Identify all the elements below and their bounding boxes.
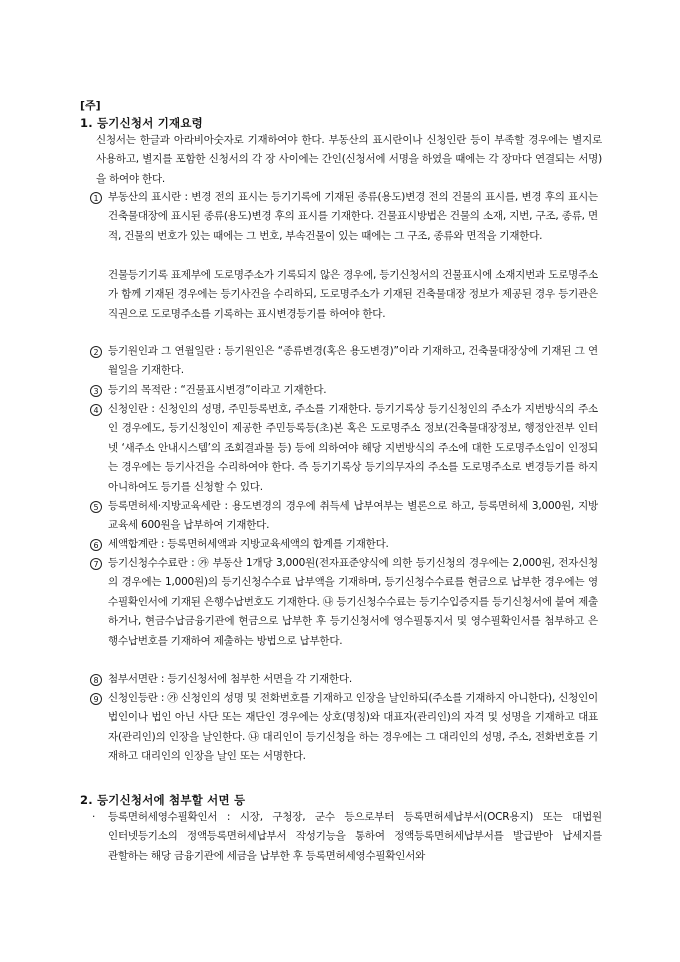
item-text: 신청인등란 : ㉮ 신청인의 성명 및 전화번호를 기재하고 인장을 날인하되(주소를 기재하지 아니한다), 신청인이 법인이나 법인 아닌 사단 또는 재단인 경우에는 상호(명칭)와 대표자(관리인)의 자격 및 성명을 기재하고 대표자(관리인)의 인장을 날인한다. ㉯ 대리인이 등기신청을 하는 경우에는 그 대리인의 성명, 주소, 전화번호를 기재하고 대리인의 인장을 날인 또는 서명한다. xyxy=(108,692,598,763)
section-2-title: 2. 등기신청서에 첨부할 서면 등 xyxy=(80,793,246,807)
item-number: 4 xyxy=(90,404,102,416)
item-text: 신청인란 : 신청인의 성명, 주민등록번호, 주소를 기재한다. 등기기록상 등기신청인의 주소가 지번방식의 주소인 경우에도, 등기신청인이 제공한 주민등록등(초)본 혹은 도로명주소 정보(건축물대장정보, 행정안전부 인터넷 ‘새주소 안내시스템’의 조회결과물 등) 등에 의하여야 해당 지번방식의 주소에 대한 도로명주소임이 인정되는 경우에는 등기사건을 수리하여야 한다. 즉 등기기록상 등기의무자의 주소를 도로명주소로 변경등기를 하지 아니하여도 등기를 신청할 수 있다. xyxy=(108,403,598,493)
item-text: 부동산의 표시란 : 변경 전의 표시는 등기기록에 기재된 종류(용도)변경 전의 건물의 표시를, 변경 후의 표시는 건축물대장에 표시된 종류(용도)변경 후의 표시를 기재한다. 건물표시방법은 건물의 소재, 지번, 구조, 종류, 면적, 건물의 번호가 있는 때에는 그 번호, 부속건물이 있는 때에는 그 구조, 종류와 면적을 기재한다. xyxy=(108,191,598,242)
item-text: 등록면허세영수필확인서 : 시장, 구청장, 군수 등으로부터 등록면허세납부서(OCR용지) 또는 대법원 인터넷등기소의 정액등록면허세납부서 작성기능을 통하여 정액등록면허세납부서를 발급받아 납세지를 관할하는 해당 금융기관에 세금을 납부한 후 등록면허세영수필확인서와 xyxy=(108,811,602,862)
item-number: 6 xyxy=(90,539,102,551)
item-number: 8 xyxy=(90,674,102,686)
item-number: 5 xyxy=(90,501,102,513)
section-1-intro: 신청서는 한글과 아라비아숫자로 기재하여야 한다. 부동산의 표시란이나 신청인란 등이 부족할 경우에는 별지로 사용하고, 별지를 포함한 신청서의 각 장 사이에는 간인(신청서에 서명을 하였을 때에는 각 장마다 연결되는 서명)을 하여야 한다. xyxy=(96,134,602,185)
item-text: 등기의 목적란 : “건물표시변경”이라고 기재한다. xyxy=(108,384,327,396)
item-number: 7 xyxy=(90,558,102,570)
bullet-mark: · xyxy=(92,811,96,823)
section-1-title: 1. 등기신청서 기재요령 xyxy=(80,116,203,130)
item-text: 등록면허세·지방교육세란 : 용도변경의 경우에 취득세 납부여부는 별론으로 하고, 등록면허세 3,000원, 지방교육세 600원을 납부하여 기재한다. xyxy=(108,500,598,532)
item-text: 첨부서면란 : 등기신청서에 첨부한 서면을 각 기재한다. xyxy=(108,673,353,685)
note-label: [주] xyxy=(80,99,101,112)
item-text: 세액합계란 : 등록면허세액과 지방교육세액의 합계를 기재한다. xyxy=(108,538,389,550)
item-number: 2 xyxy=(90,346,102,358)
item-number: 9 xyxy=(90,693,102,705)
item-extra-text: 건물등기기록 표제부에 도로명주소가 기록되지 않은 경우에, 등기신청서의 건물표시에 소재지번과 도로명주소가 함께 기재된 경우에는 등기사건을 수리하되, 도로명주소가 기재된 건축물대장 정보가 제공된 경우 등기관은 직권으로 도로명주소를 기록하는 표시변경등기를 하여야 한다. xyxy=(108,269,598,320)
item-text: 등기신청수수료란 : ㉮ 부동산 1개당 3,000원(전자표준양식에 의한 등기신청의 경우에는 2,000원, 전자신청의 경우에는 1,000원)의 등기신청수수료 납부액을 기재하며, 등기신청수수료를 현금으로 납부한 경우에는 영수필확인서에 기재된 은행수납번호도 기재한다. ㉯ 등기신청수수료는 등기수입증지를 등기신청서에 붙여 제출하거나, 현금수납금융기관에 현금으로 납부한 후 등기신청서에 영수필통지서 및 영수필확인서를 첨부하고 은행수납번호를 기재하여 제출하는 방법으로 납부한다. xyxy=(108,557,598,647)
item-number: 3 xyxy=(90,385,102,397)
item-number: 1 xyxy=(90,192,102,204)
item-text: 등기원인과 그 연월일란 : 등기원인은 “종류변경(혹은 용도변경)”이라 기재하고, 건축물대장상에 기재된 그 연월일을 기재한다. xyxy=(108,345,598,377)
